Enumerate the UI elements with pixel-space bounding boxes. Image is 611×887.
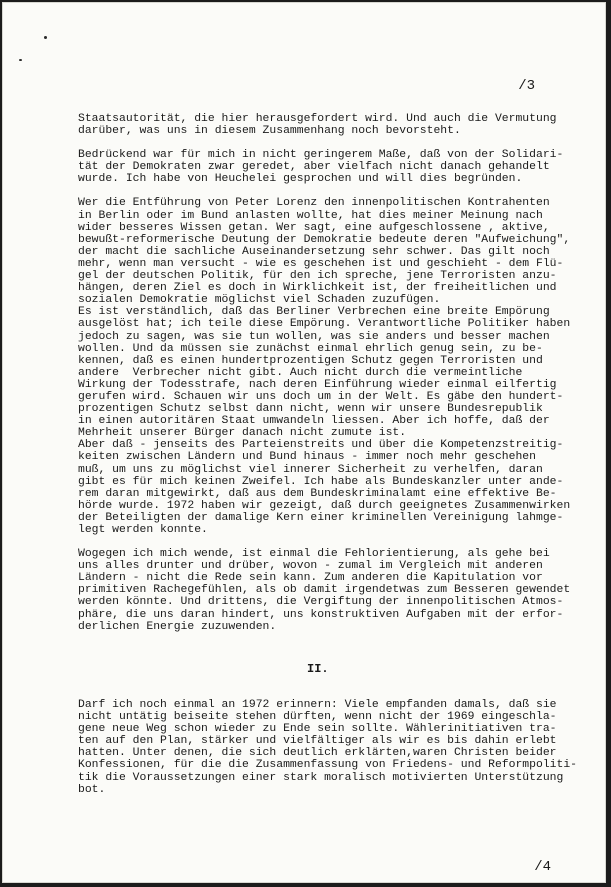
body-text bbox=[78, 113, 608, 633]
document-page bbox=[2, 2, 606, 883]
paragraph: Bedrückend war für mich in nicht geringerem Maße, daß von der Solidari- tät der Demokraten zwar geredet, aber vielfach nicht danach gehandelt wurde. Ich habe von Heuchelei gesprochen und will dies begründen. bbox=[78, 149, 564, 186]
paragraph: Staatsautorität, die hier herausgefordert wird. Und auch die Vermutung darüber, was uns in diesem Zusammenhang noch bevorsteht. bbox=[78, 113, 557, 138]
paragraph: Darf ich noch einmal an 1972 erinnern: Viele empfanden damals, daß sie nicht untätig beiseite stehen dürften, wenn nicht der 1969 eingeschla- gene neue Weg schon wieder zu Ende sein sollte. Wählerinitiativen tra- ten auf den Plan, stärker und vielfältiger als wir es bis dahin erlebt hatten. Unter denen, die sich deutlich erklärten,waren Christen beider Konfessionen, für die die Zusammenfassung von Friedens- und Reformpoliti- tik die Voraussetzungen einer stark moralisch motivierten Unterstützung bot. bbox=[78, 699, 577, 796]
scan-speck bbox=[44, 36, 47, 39]
next-page-number: /4 bbox=[534, 859, 551, 875]
section-heading: II. bbox=[307, 662, 329, 676]
paragraph: Wer die Entführung von Peter Lorenz den innenpolitischen Kontrahenten in Berlin oder im Bund anlasten wollte, hat dies meiner Meinung nach wider besseres Wissen getan. Wer sagt, eine aufgeschlossene , aktive, bewußt-reformerische Deutung der Demokratie bedeute deren "Aufweichung", der macht die sachliche Auseinandersetzung sehr schwer. Das gilt noch mehr, wenn man versucht - wie es geschehen ist und geschieht - dem Flü- gel der deutschen Politik, für den ich spreche, jene Terroristen anzu- hängen, deren Ziel es doch in Wirklichkeit ist, der freiheitlichen und sozialen Demokratie möglichst viel Schaden zuzufügen. Es ist verständlich, daß das Berliner Verbrechen eine breite Empörung ausgelöst hat; ich teile diese Empörung. Verantwortliche Politiker haben jedoch zu sagen, was sie tun wollen, was sie anders und besser machen wollen. Und da müssen sie zunächst einmal ehrlich genug sein, zu be- kennen, daß es einen hundertprozentigen Schutz gegen Terroristen und andere Verbrecher nicht gibt. Auch nicht durch die vermeintliche Wirkung der Todesstrafe, nach deren Einführung wieder einmal eilfertig gerufen wird. Schauen wir uns doch um in der Welt. Es gäbe den hundert- prozentigen Schutz selbst dann nicht, wenn wir unsere Bundesrepublik in einen autoritären Staat umwandeln liessen. Aber ich hoffe, daß der Mehrheit unserer Bürger danach nicht zumute ist. Aber daß - jenseits des Parteienstreits und über die Kompetenzstreitig- keiten zwischen Ländern und Bund hinaus - immer noch mehr geschehen muß, um uns zu möglichst viel innerer Sicherheit zu verhelfen, daran gibt es für mich keinen Zweifel. Ich habe als Bundeskanzler unter ande- rem daran mitgewirkt, daß aus dem Bundeskriminalamt eine effektive Be- hörde wurde. 1972 haben wir gezeigt, daß durch geeignetes Zusammenwirken der Beteiligten der damalige Kern einer kriminellen Vereinigung lahmge- legt werden konnte. bbox=[78, 197, 571, 536]
scan-speck bbox=[19, 59, 22, 61]
page-number: /3 bbox=[518, 78, 535, 94]
section-two-text bbox=[78, 699, 608, 796]
paragraph: Wogegen ich mich wende, ist einmal die Fehlorientierung, als gehe bei uns alles drunter und drüber, wovon - zumal im Vergleich mit anderen Ländern - nicht die Rede sein kann. Zum anderen die Kapitulation vor primitiven Rachegefühlen, als ob damit irgendetwas zum Besseren gewendet werden könnte. Und drittens, die Vergiftung der innenpolitischen Atmos- phäre, die uns daran hindert, uns konstruktiven Aufgaben mit der erfor- derlichen Energie zuzuwenden. bbox=[78, 548, 571, 633]
